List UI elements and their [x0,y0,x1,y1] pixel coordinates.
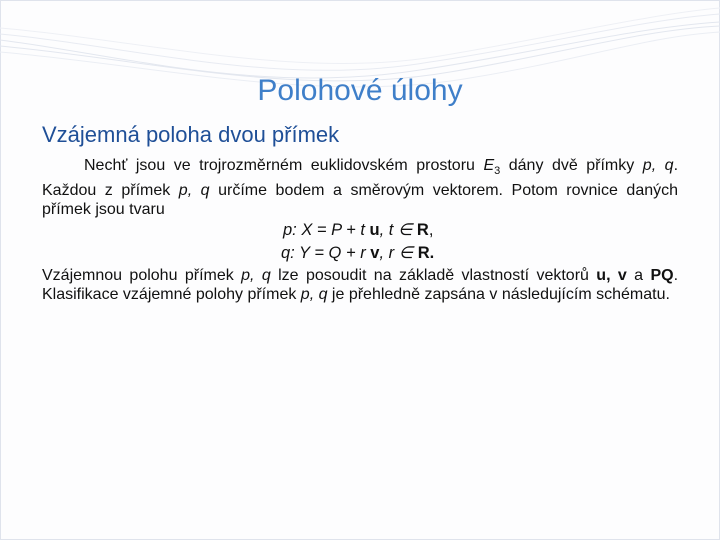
real-numbers-symbol: R [416,221,429,240]
slide-title: Polohové úlohy [257,74,463,107]
text-run: lze posoudit na základě vlastností vektorů [270,267,597,285]
decorative-swoosh [0,0,720,140]
classification-paragraph [42,266,678,304]
slide-body [42,156,678,304]
space-dimension: 3 [494,165,501,178]
text-run: Nechť jsou ve trojrozměrném euklidovském prostoru [84,157,484,174]
equation-end: , [428,221,434,240]
vector-pq: PQ [650,267,674,285]
line-q: q [200,182,210,200]
line-p: p [300,286,310,304]
equation-line-p [42,219,678,242]
text-run: je přehledně zapsána v následujícím schématu. [327,286,670,304]
text-run: a [626,267,651,285]
text-run: , [187,182,201,200]
space-symbol: E [483,157,495,174]
line-q: q [261,267,271,285]
equation-param: , t ∈ [379,221,417,240]
real-numbers-symbol: R. [417,244,435,263]
vectors-u-v: u, v [596,267,627,285]
line-q: q [664,157,674,174]
text-run: . Klasifikace vzájemné polohy přímek [42,267,679,304]
equation-line-q [42,242,678,265]
slide-subtitle: Vzájemná poloha dvou přímek [42,122,340,147]
text-run: , [651,157,665,174]
text-run: Vzájemnou polohu přímek [42,267,242,285]
text-run: dány dvě přímky [500,157,643,174]
direction-vector-v: v [370,244,380,263]
text-run: určíme bodem a směrovým vektorem. Potom rovnice daných přímek jsou tvaru [42,182,679,219]
text-run: , [250,267,262,285]
equation-param: , r ∈ [379,244,418,263]
equation-lhs: q: Y = Q + r [281,244,371,263]
equation-lhs: p: X = P + t [283,221,370,240]
line-p: p [241,267,251,285]
direction-vector-u: u [369,221,380,240]
line-p: p [178,182,188,200]
intro-paragraph [42,156,678,219]
line-q: q [318,286,328,304]
text-run: . Každou z přímek [42,157,679,200]
line-p: p [642,157,652,174]
text-run: , [309,286,319,304]
